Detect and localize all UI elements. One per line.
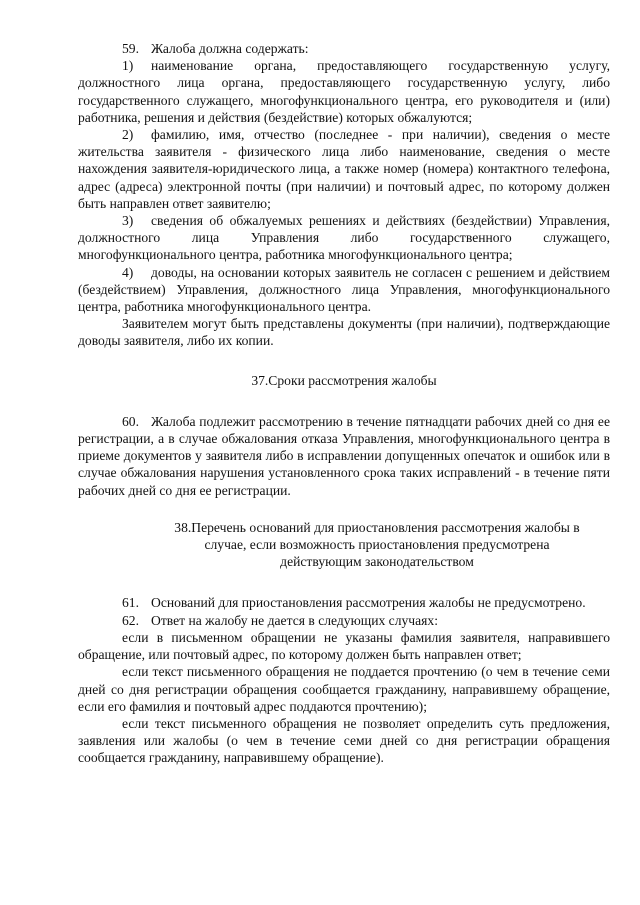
case-item: если текст письменного обращения не поддается прочтению (о чем в течение семи дней со дня регистрации обращения сообщается гражданину, направившему обращение, если его фамилия и почтовый адрес поддаются прочтению);	[78, 664, 610, 714]
paragraph-text: Жалоба должна содержать:	[151, 41, 309, 56]
section-heading-38	[78, 519, 610, 571]
paragraph-62	[78, 612, 610, 629]
list-item	[78, 212, 610, 264]
item-text: доводы, на основании которых заявитель не согласен с решением и действием (бездействием) Управления, должностного лица Управления, многофункционального центра, работника многофункционального центра.	[78, 264, 610, 315]
case-item: если в письменном обращении не указаны фамилия заявителя, направившего обращение, или почтовый адрес, по которому должен быть направлен ответ;	[78, 629, 610, 663]
section-heading-37: 37.Сроки рассмотрения жалобы	[251, 372, 437, 388]
heading-line: 38.Перечень оснований для приостановления рассмотрения жалобы в	[174, 519, 580, 535]
paragraph-text: Жалоба подлежит рассмотрению в течение пятнадцати рабочих дней со дня ее регистрации, а в случае обжалования отказа Управления, многофункционального центра в приеме документов у заявителя либо в исправлении допущенных опечаток и ошибок или в случае обжалования нарушения установленного срока таких исправлений - в течение пяти рабочих дней со дня ее регистрации.	[78, 413, 610, 498]
paragraph-text: Оснований для приостановления рассмотрения жалобы не предусмотрено.	[151, 595, 586, 611]
heading-line: случае, если возможность приостановления предусмотрена	[204, 537, 550, 553]
item-number: 4)	[122, 264, 134, 280]
paragraph-number: 60.	[122, 413, 139, 429]
item-text: наименование органа, предоставляющего государственную услугу, должностного лица органа, предоставляющего государственную услугу, либо государственного служащего, многофункционального центра, его руководителя и (или) работника, решения и действия (бездействие) которых обжалуются;	[78, 58, 610, 125]
heading-line: действующим законодательством	[280, 554, 474, 570]
list-item	[78, 264, 610, 316]
paragraph-61	[78, 594, 610, 611]
list-item	[78, 57, 610, 126]
item-number: 2)	[122, 127, 134, 143]
item-text: сведения об обжалуемых решениях и действиях (бездействии) Управления, должностного лица Управления либо государственного служащего, многофункционального центра, работника многофункционального центра;	[78, 213, 610, 263]
paragraph-59	[78, 40, 610, 57]
case-item: если текст письменного обращения не позволяет определить суть предложения, заявления или жалобы (о чем в течение семи дней со дня регистрации обращения сообщается гражданину, направившему обращение).	[78, 715, 610, 766]
paragraph-text: Ответ на жалобу не дается в следующих случаях:	[151, 612, 438, 628]
paragraph-number: 62.	[122, 612, 139, 628]
paragraph-number: 59.	[122, 41, 139, 56]
item-number: 1)	[122, 58, 134, 74]
item-text: фамилию, имя, отчество (последнее - при наличии), сведения о месте жительства заявителя - физического лица либо наименование, сведения о месте нахождения заявителя-юридического лица, а также номер (номера) контактного телефона, адрес (адреса) электронной почты (при наличии) и почтовый адрес, по которому должен быть направлен ответ заявителю;	[78, 127, 610, 211]
paragraph-59-tail: Заявителем могут быть представлены документы (при наличии), подтверждающие доводы заявителя, либо их копии.	[78, 316, 610, 349]
paragraph-number: 61.	[122, 595, 139, 611]
list-item	[78, 126, 610, 212]
item-number: 3)	[122, 213, 134, 229]
paragraph-60	[78, 413, 610, 499]
